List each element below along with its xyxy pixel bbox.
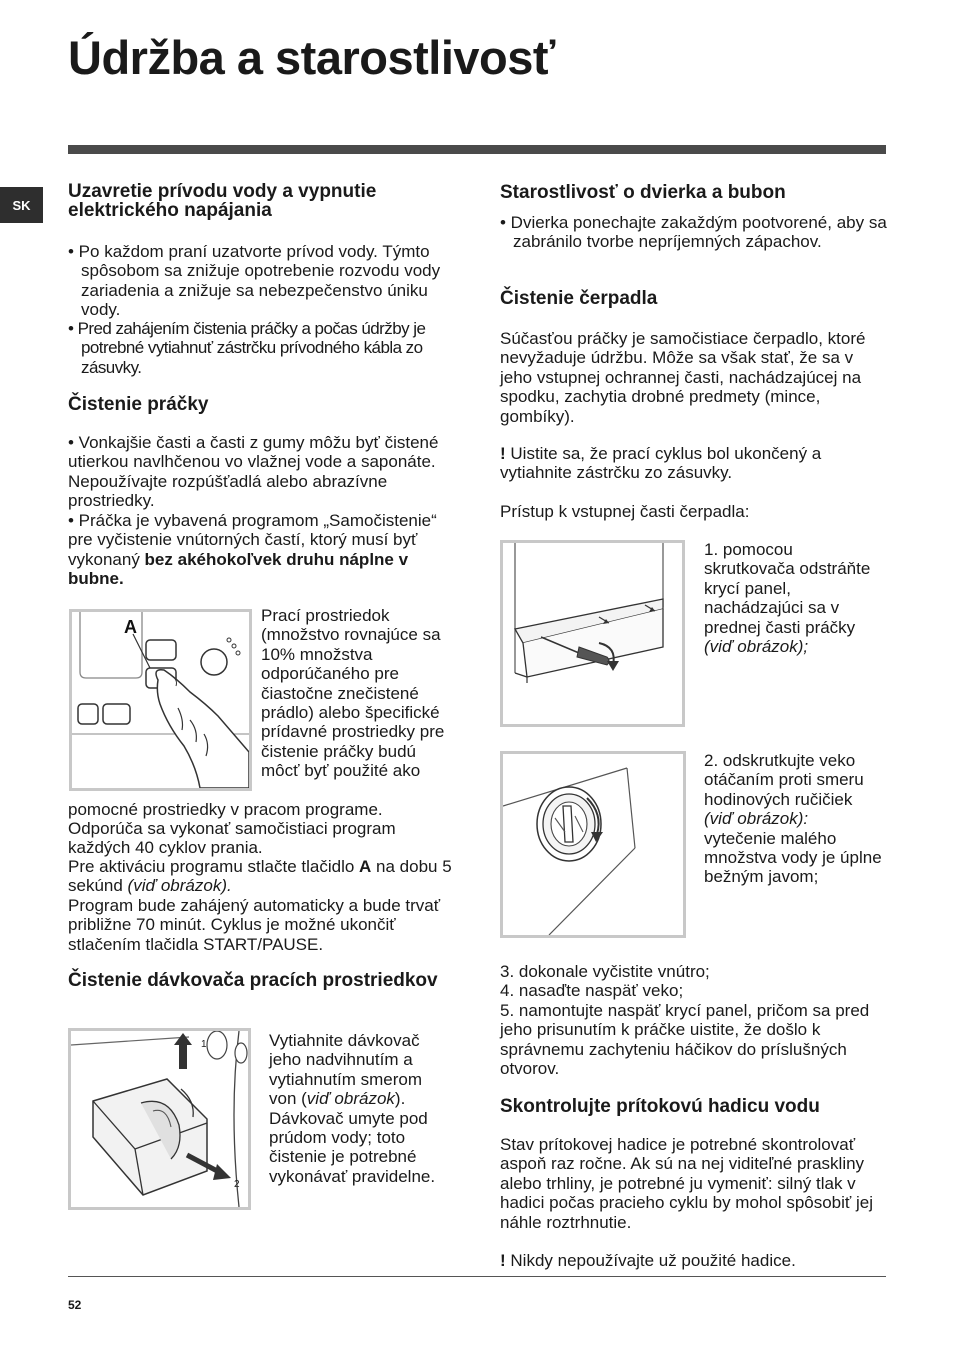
paragraph-dispenser-instructions: Vytiahnite dávkovač jeho nadvihnutím a vytiahnutím smerom von (viď obrázok). Dávkovač umyte pod prúdom vody; toto čistenie je potrebné vykonávať pravidelne.	[269, 1031, 436, 1186]
title-divider	[68, 145, 886, 154]
paragraph-activation: Pre aktiváciu programu stlačte tlačidlo A na dobu 5 sekúnd (viď obrázok).	[68, 857, 452, 896]
page-title: Údržba a starostlivosť	[68, 31, 555, 84]
step-4-text: 4. nasaďte naspäť veko;	[500, 981, 684, 1000]
warning-unplug: ! Uistite sa, že prací cyklus bol ukončený a vytiahnite zástrčku zo zásuvky.	[500, 444, 822, 483]
section-heading-hose: Skontrolujte prítokovú hadicu vodu	[500, 1096, 820, 1117]
figure-unscrew-pump-cap	[500, 751, 686, 938]
figure-step-1: 1	[201, 1039, 207, 1050]
section-heading-washer-cleaning: Čistenie práčky	[68, 394, 209, 415]
figure-remove-cover-panel	[500, 540, 685, 727]
bullet-close-water: • Po každom praní uzatvorte prívod vody. Týmto spôsobom sa znižuje opotrebenie rozvodu vody zariadenia a znižuje sa nebezpečenstvo úniku vody.	[68, 242, 441, 320]
paragraph-detergent-side: Prací prostriedok (množstvo rovnajúce sa 10% množstva odporúčaného pre čiastočne znečistené prádlo) alebo špecifické prídavné prostriedky pre čistenie práčky budú môcť byť použité ako	[261, 606, 445, 781]
page-number: 52	[68, 1298, 82, 1312]
hand-pressing-button-illustration	[72, 612, 249, 788]
step-2-text: 2. odskrutkujte veko otáčaním proti smeru hodinových ručičiek (viď obrázok): vytečenie malého množstva vody je úplne bežným javom;	[704, 751, 882, 887]
bullet-unplug: • Pred zahájením čistenia práčky a počas údržby je potrebné vytiahnuť zástrčku prívodného kábla zo zásuvky.	[68, 319, 426, 377]
section-heading-water-power: Uzavretie prívodu vody a vypnutie elektrického napájania	[68, 181, 377, 221]
section-heading-dispenser: Čistenie dávkovača pracích prostriedkov	[68, 970, 438, 991]
section-heading-pump: Čistenie čerpadla	[500, 288, 658, 309]
screwdriver-panel-illustration	[503, 543, 682, 724]
warning-mark: !	[500, 1251, 506, 1270]
step-3-text: 3. dokonale vyčistite vnútro;	[500, 962, 710, 981]
paragraph-self-clean-program: • Práčka je vybavená programom „Samočistenie“ pre vyčistenie vnútorných častí, ktorý musí byť vykonaný bez akéhokoľvek druhu náplne v bubne.	[68, 511, 437, 589]
step-1-text: 1. pomocou skrutkovača odstráňte krycí panel, nachádzajúci sa v prednej časti práčky (viď obrázok);	[704, 540, 871, 657]
dispenser-drawer-illustration	[71, 1031, 248, 1207]
paragraph-recommendation: Odporúča sa vykonať samočistiaci program každých 40 cyklov prania.	[68, 819, 396, 858]
figure-step-2: 2	[234, 1179, 240, 1190]
figure-dispenser-removal	[68, 1028, 251, 1210]
paragraph-auxiliary: pomocné prostriedky v pracom programe.	[68, 800, 383, 819]
paragraph-exterior-cleaning: • Vonkajšie časti a časti z gumy môžu byť čistené utierkou navlhčenou vo vlažnej vode a saponáte. Nepoužívajte rozpúšťadlá alebo abrazívne prostriedky.	[68, 433, 439, 511]
warning-used-hoses: ! Nikdy nepoužívajte už použité hadice.	[500, 1251, 796, 1270]
language-tab: SK	[0, 187, 43, 223]
warning-mark: !	[500, 444, 506, 463]
paragraph-program-duration: Program bude zahájený automaticky a bude trvať približne 70 minút. Cyklus je možné ukončiť stlačením tlačidla START/PAUSE.	[68, 896, 441, 954]
paragraph-hose-check: Stav prítokovej hadice je potrebné skontrolovať aspoň raz ročne. Ak sú na nej viditeľné praskliny alebo trhliny, je potrebné ju vymeniť: silný tlak v hadici počas pracieho cyklu by mohol spôsobiť jej náhle roztrhnutie.	[500, 1135, 874, 1232]
pump-cap-illustration	[503, 754, 683, 935]
paragraph-pump-access: Prístup k vstupnej časti čerpadla:	[500, 502, 750, 521]
step-5-text: 5. namontujte naspäť krycí panel, pričom sa pred jeho prisunutím k práčke uistite, že došlo k správnemu zachyteniu háčikov do príslušných otvorov.	[500, 1001, 870, 1079]
paragraph-pump-description: Súčasťou práčky je samočistiace čerpadlo, ktoré nevyžaduje údržbu. Môže sa však stať, že sa v jeho vstupnej ochrannej časti, nachádzajúcej na spodku, zachytia drobné predmety (mince, gombíky).	[500, 329, 866, 426]
section-heading-door-drum: Starostlivosť o dvierka a bubon	[500, 182, 786, 203]
figure-label-a: A	[124, 617, 137, 637]
footer-divider	[68, 1276, 886, 1277]
bullet-door-ajar: • Dvierka ponechajte zakaždým pootvorené, aby sa zabránilo tvorbe nepríjemných zápachov.	[500, 213, 887, 252]
figure-self-clean-button	[69, 609, 252, 791]
